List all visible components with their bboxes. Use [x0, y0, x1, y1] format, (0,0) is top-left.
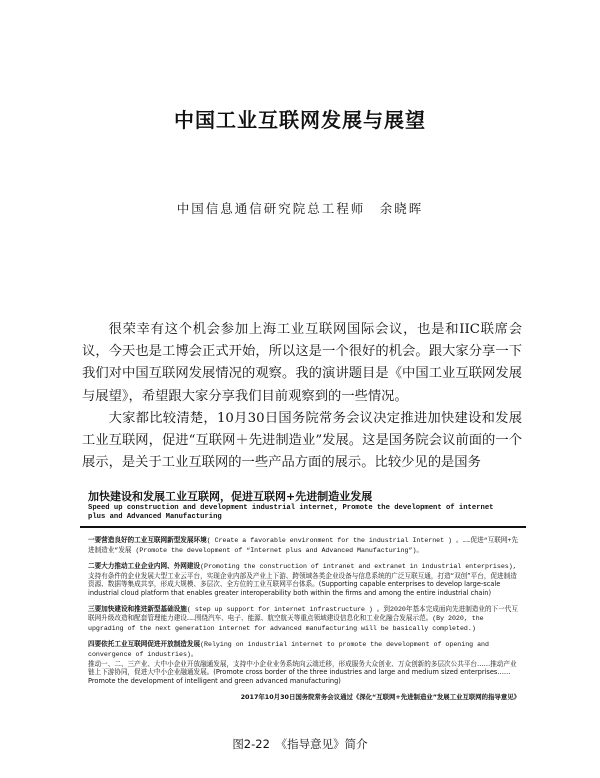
figure-item-1-lead: 一要营造良好的工业互联网新型发展环境	[88, 536, 207, 544]
figure-item-2-lead: 二要大力推动工业企业内网、外网建设	[88, 562, 201, 571]
body-text	[82, 319, 522, 474]
figure-item-4-detail: 推动一、二、三产业、大中小企业开放融通发展，支持中小企业业务系统向云端迁移，形成服务大众创业、万众创新的多层次公共平台……推动产业链上下游协同，促进大中小企业融通发展。(Promote cross border of the three industries and large and medium sized enterprises……Promote the development of intelligent and green advanced manufacturing)	[88, 659, 517, 685]
paragraph-1: 很荣幸有这个机会参加上海工业互联网国际会议，也是和IIC联席会议，今天也是工博会正式开始，所以这是一个很好的机会。跟大家分享一下我们对中国互联网发展情况的观察。我的演讲题目是《中国工业互联网发展与展望》，希望跟大家分享我们目前观察到的一些情况。	[82, 322, 522, 404]
figure-item-3-en: ( step up support for internet infrastructure ) 。到2020年基本完成面向先进制造业的下一代互联网升级改造和配套管理能力建设……围绕汽车、电子、能源、航空航天等重点领域建设信息化和工业化融合发展示范。(By 2020, the upgrading of the next generation internet for advanced manufacturing will be basically completed.)	[88, 605, 518, 632]
figure-item-4-en: (Relying on industrial internet to promote the development of opening and convergence of industries)。	[88, 641, 489, 658]
figure-heading-en: Speed up construction and development industrial internet, Promote the development of internet plus and Advanced Manufacturing	[88, 504, 494, 521]
figure-item-3-lead: 三要加快建设和推进新型基础设施	[88, 604, 187, 613]
figure-source: 2017年10月30日国务院常务会议通过《深化“互联网+先进制造业”发展工业互联网的指导意见》	[240, 693, 520, 702]
figure-item-2-en: (Promoting the construction of intranet and extranet in industrial enterprises),	[200, 563, 517, 571]
author-line: 中国信息通信研究院总工程师 余晓晖	[176, 201, 424, 216]
figure-guidance-summary	[80, 488, 526, 701]
figure-caption: 图2-22 《指导意见》简介	[232, 737, 368, 751]
figure-item-4	[88, 640, 518, 685]
figure-divider	[80, 526, 526, 528]
figure-heading-zh: 加快建设和发展工业互联网，促进互联网+先进制造业发展	[88, 490, 373, 503]
paragraph-2: 大家都比较清楚，10月30日国务院常务会议决定推进加快建设和发展工业互联网，促进“互联网＋先进制造业”发展。这是国务院会议前面的一个展示，是关于工业互联网的一些产品方面的展示。比较少见的是国务	[82, 410, 522, 471]
figure-item-1	[88, 536, 518, 555]
figure-item-2-detail: 支持有条件的企业发展大型工业云平台，实现企业内部及产业上下游、跨领域各类企业设备与信息系统的广泛互联互通，打造“双创”平台，促进制造资源、数据等集成共享，形成大规模、多层次、全方位的工业互联网平台体系。(Supporting capable enterprises to develop large-scale industrial cloud platform that enables greater interoperability both within the firms and among the entire industrial chain)	[88, 571, 517, 597]
figure-item-2	[88, 562, 518, 597]
figure-item-1-en: ( Create a favorable environment for the industrial Internet ) 。……促进“互联网+先进制造业”发展 (Promote the development of “Internet plus and Advanced Manufacturing”)。	[88, 537, 518, 554]
figure-item-3	[88, 605, 518, 634]
page-title: 中国工业互联网发展与展望	[174, 108, 426, 132]
figure-item-4-lead: 四要依托工业互联网促进开放制造发展	[88, 640, 201, 649]
